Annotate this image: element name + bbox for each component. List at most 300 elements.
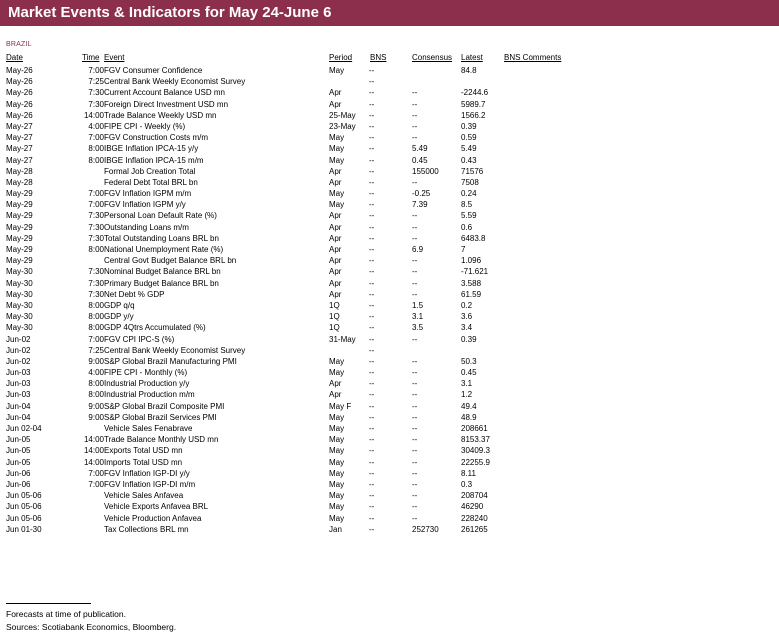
row-bns: -- [369,88,375,98]
table-row [0,356,779,367]
row-event: GDP q/q [104,300,135,310]
row-period: May [329,200,345,210]
row-latest: 5.49 [461,144,477,154]
row-event: Exports Total USD mn [104,446,183,456]
row-bns: -- [369,334,375,344]
row-period: May [329,502,345,512]
row-consensus: 3.5 [412,323,424,333]
row-time: 8:00 [88,144,104,154]
row-period: May [329,189,345,199]
header-time: Time [82,53,100,62]
row-event: S&P Global Brazil Manufacturing PMI [104,356,237,366]
row-time: 8:00 [88,300,104,310]
row-bns: -- [369,200,375,210]
table-row [0,143,779,154]
row-time: 8:00 [88,155,104,165]
row-time: 14:00 [83,110,104,120]
row-latest: 3.588 [461,278,482,288]
header-latest: Latest [461,53,483,62]
row-event: Personal Loan Default Rate (%) [104,211,217,221]
row-latest: 1.2 [461,390,473,400]
table-row [0,311,779,322]
row-period: May [329,468,345,478]
row-period: Apr [329,256,342,266]
row-bns: -- [369,524,375,534]
row-bns: -- [369,300,375,310]
table-row [0,389,779,400]
row-date: May-28 [6,177,33,187]
row-period: May [329,457,345,467]
row-date: May-27 [6,121,33,131]
row-time: 8:00 [88,323,104,333]
table-row [0,501,779,512]
table-row [0,445,779,456]
row-latest: 22255.9 [461,457,490,467]
row-latest: 0.24 [461,189,477,199]
row-date: Jun-05 [6,457,31,467]
row-event: FGV Construction Costs m/m [104,133,209,143]
row-consensus: -0.25 [412,189,431,199]
row-period: 31-May [329,334,356,344]
row-date: Jun-02 [6,334,31,344]
row-consensus: -- [412,177,418,187]
row-event: Imports Total USD mn [104,457,183,467]
row-date: Jun-02 [6,345,31,355]
row-consensus: 1.5 [412,300,424,310]
row-event: Federal Debt Total BRL bn [104,177,198,187]
table-row [0,524,779,535]
row-period: Apr [329,88,342,98]
row-time: 9:00 [88,356,104,366]
row-date: Jun-03 [6,368,31,378]
row-event: Net Debt % GDP [104,289,165,299]
row-date: May-26 [6,66,33,75]
table-row [0,166,779,177]
row-bns: -- [369,177,375,187]
row-consensus: -- [412,446,418,456]
row-event: Nominal Budget Balance BRL bn [104,267,221,277]
row-event: Trade Balance Monthly USD mn [104,435,219,445]
row-bns: -- [369,435,375,445]
row-bns: -- [369,457,375,467]
row-period: May [329,66,345,75]
table-row [0,300,779,311]
row-latest: 208661 [461,424,488,433]
row-consensus: -- [412,356,418,366]
row-bns: -- [369,267,375,277]
row-latest: 5989.7 [461,99,486,109]
row-time: 7:30 [88,99,104,109]
table-row [0,233,779,244]
table-row [0,378,779,389]
row-period: Apr [329,245,342,254]
row-bns: -- [369,166,375,176]
row-consensus: 252730 [412,524,439,534]
row-bns: -- [369,189,375,199]
row-consensus: -- [412,502,418,512]
row-time: 4:00 [88,121,104,131]
row-consensus: -- [412,222,418,232]
row-latest: 84.8 [461,66,477,75]
table-row [0,188,779,199]
row-date: Jun-05 [6,446,31,456]
table-row [0,412,779,423]
row-latest: 228240 [461,513,488,523]
table-row [0,87,779,98]
row-bns: -- [369,155,375,165]
row-period: May F [329,401,352,411]
row-event: Central Bank Weekly Economist Survey [104,345,246,355]
row-consensus: -- [412,468,418,478]
footnote-sources: Sources: Scotiabank Economics, Bloomberg. [6,622,177,632]
table-row [0,345,779,356]
row-date: Jun 05-06 [6,491,42,501]
row-date: Jun-04 [6,401,31,411]
row-consensus: -- [412,278,418,288]
header-consensus: Consensus [412,53,453,62]
row-date: Jun-04 [6,412,31,422]
row-event: S&P Global Brazil Composite PMI [104,401,225,411]
row-time: 8:00 [88,379,104,389]
row-time: 7:00 [88,66,104,75]
row-bns: -- [369,368,375,378]
row-consensus: -- [412,379,418,389]
row-consensus: 0.45 [412,155,428,165]
row-event: IBGE Inflation IPCA-15 m/m [104,155,204,165]
row-period: May [329,356,345,366]
row-event: Foreign Direct Investment USD mn [104,99,229,109]
row-bns: -- [369,401,375,411]
row-consensus: 7.39 [412,200,428,210]
row-date: May-26 [6,77,33,87]
row-time: 8:00 [88,312,104,322]
row-consensus: -- [412,435,418,445]
table-row [0,367,779,378]
row-consensus: -- [412,424,418,433]
row-event: Total Outstanding Loans BRL bn [104,233,219,243]
row-date: Jun-03 [6,390,31,400]
row-date: May-29 [6,211,33,221]
row-event: S&P Global Brazil Services PMI [104,412,217,422]
row-date: May-29 [6,245,33,254]
row-bns: -- [369,356,375,366]
table-row [0,289,779,300]
table-row [0,65,779,76]
row-latest: 8.11 [461,468,476,478]
row-date: May-30 [6,323,33,333]
row-event: IBGE Inflation IPCA-15 y/y [104,144,199,154]
row-date: Jun-06 [6,479,31,489]
row-event: GDP y/y [104,312,134,322]
row-time: 7:30 [88,278,104,288]
row-time: 7:00 [88,133,104,143]
row-date: Jun 02-04 [6,424,42,433]
row-date: May-29 [6,200,33,210]
row-date: May-29 [6,256,33,266]
row-time: 7:30 [88,88,104,98]
table-row [0,222,779,233]
row-date: May-30 [6,267,33,277]
row-latest: 7 [461,245,466,254]
row-bns: -- [369,312,375,322]
row-period: 25-May [329,110,356,120]
row-period: Apr [329,390,342,400]
footnote-divider [6,603,91,604]
row-date: May-26 [6,110,33,120]
row-event: Current Account Balance USD mn [104,88,225,98]
table-row [0,468,779,479]
row-bns: -- [369,133,375,143]
row-date: Jun 05-06 [6,502,42,512]
table-row [0,423,779,434]
row-latest: -2244.6 [461,88,489,98]
row-event: Formal Job Creation Total [104,166,196,176]
table-row [0,457,779,468]
row-period: 1Q [329,323,340,333]
header-period: Period [329,53,353,62]
row-event: FIPE CPI - Weekly (%) [104,121,186,131]
row-latest: 30409.3 [461,446,490,456]
table-row [0,177,779,188]
row-event: FIPE CPI - Monthly (%) [104,368,188,378]
row-latest: 48.9 [461,412,477,422]
row-latest: 3.1 [461,379,473,389]
row-latest: 7508 [461,177,479,187]
row-bns: -- [369,513,375,523]
row-date: Jun 01-30 [6,524,42,534]
row-date: May-29 [6,222,33,232]
row-consensus: -- [412,88,418,98]
row-period: May [329,368,345,378]
row-latest: 61.59 [461,289,482,299]
row-latest: 0.59 [461,133,477,143]
row-latest: 50.3 [461,356,477,366]
row-date: May-27 [6,144,33,154]
row-date: May-30 [6,278,33,288]
row-latest: 0.45 [461,368,477,378]
row-latest: 71576 [461,166,484,176]
row-date: Jun-03 [6,379,31,389]
events-table [0,65,779,535]
row-event: Trade Balance Weekly USD mn [104,110,217,120]
row-consensus: -- [412,513,418,523]
row-consensus: 6.9 [412,245,424,254]
row-period: May [329,491,345,501]
row-period: Apr [329,222,342,232]
row-date: May-30 [6,300,33,310]
row-bns: -- [369,502,375,512]
footnote-forecasts: Forecasts at time of publication. [6,609,127,619]
row-consensus: -- [412,412,418,422]
table-row [0,513,779,524]
row-period: 1Q [329,300,340,310]
table-row [0,334,779,345]
row-time: 7:30 [88,233,104,243]
row-consensus: -- [412,267,418,277]
row-latest: 0.2 [461,300,473,310]
row-consensus: -- [412,390,418,400]
row-period: Apr [329,166,342,176]
row-consensus: -- [412,479,418,489]
row-latest: 5.59 [461,211,477,221]
row-bns: -- [369,289,375,299]
row-latest: 1.096 [461,256,482,266]
row-period: May [329,412,345,422]
row-consensus: -- [412,256,418,266]
table-row [0,490,779,501]
row-consensus: -- [412,133,418,143]
row-latest: 49.4 [461,401,477,411]
row-consensus: -- [412,368,418,378]
row-time: 8:00 [88,245,104,254]
row-date: May-28 [6,166,33,176]
row-latest: 46290 [461,502,484,512]
row-event: National Unemployment Rate (%) [104,245,224,254]
row-event: FGV Consumer Confidence [104,66,203,75]
row-period: May [329,133,345,143]
row-event: Vehicle Sales Anfavea [104,491,184,501]
header-event: Event [104,53,125,62]
table-row [0,110,779,121]
row-time: 7:30 [88,289,104,299]
row-period: Jan [329,524,342,534]
row-event: FGV Inflation IGP-DI y/y [104,468,190,478]
row-date: May-29 [6,233,33,243]
row-period: Apr [329,289,342,299]
row-consensus: -- [412,233,418,243]
row-latest: 3.6 [461,312,473,322]
row-consensus: -- [412,457,418,467]
row-event: Primary Budget Balance BRL bn [104,278,219,288]
row-period: 23-May [329,121,356,131]
table-row [0,434,779,445]
row-consensus: 3.1 [412,312,424,322]
row-period: May [329,479,345,489]
row-latest: 261265 [461,524,488,534]
row-date: May-26 [6,99,33,109]
header-bns: BNS [370,53,387,62]
table-row [0,76,779,87]
row-bns: -- [369,233,375,243]
row-event: Outstanding Loans m/m [104,222,189,232]
row-period: Apr [329,278,342,288]
table-row [0,255,779,266]
row-bns: -- [369,144,375,154]
row-date: Jun-06 [6,468,31,478]
row-latest: 6483.8 [461,233,486,243]
row-time: 7:30 [88,267,104,277]
row-consensus: -- [412,334,418,344]
row-event: Central Govt Budget Balance BRL bn [104,256,237,266]
row-consensus: -- [412,121,418,131]
row-latest: -71.621 [461,267,489,277]
row-latest: 0.6 [461,222,473,232]
row-bns: -- [369,256,375,266]
row-consensus: 155000 [412,166,439,176]
row-latest: 8153.37 [461,435,490,445]
header-bns-comments: BNS Comments [504,53,562,62]
row-consensus: -- [412,211,418,221]
row-event: Central Bank Weekly Economist Survey [104,77,246,87]
row-event: Vehicle Production Anfavea [104,513,202,523]
row-event: FGV Inflation IGPM y/y [104,200,186,210]
table-row [0,199,779,210]
row-period: Apr [329,267,342,277]
row-period: May [329,144,345,154]
row-bns: -- [369,211,375,221]
row-event: Vehicle Exports Anfavea BRL [104,502,209,512]
row-consensus: -- [412,289,418,299]
row-latest: 8.5 [461,200,473,210]
row-consensus: -- [412,110,418,120]
row-latest: 0.39 [461,334,477,344]
row-period: May [329,446,345,456]
row-date: May-27 [6,133,33,143]
row-bns: -- [369,479,375,489]
row-time: 7:30 [88,222,104,232]
row-time: 7:00 [88,200,104,210]
row-period: May [329,513,345,523]
row-latest: 0.39 [461,121,477,131]
row-date: May-30 [6,312,33,322]
row-time: 7:25 [88,345,104,355]
row-consensus: -- [412,99,418,109]
row-bns: -- [369,245,375,254]
row-time: 7:30 [88,211,104,221]
row-bns: -- [369,446,375,456]
row-period: May [329,424,345,433]
row-time: 7:00 [88,189,104,199]
table-row [0,266,779,277]
header-date: Date [6,53,23,62]
row-event: Industrial Production y/y [104,379,190,389]
row-time: 14:00 [83,435,104,445]
row-time: 8:00 [88,390,104,400]
row-latest: 1566.2 [461,110,486,120]
row-time: 14:00 [83,446,104,456]
row-bns: -- [369,468,375,478]
row-period: May [329,435,345,445]
row-bns: -- [369,491,375,501]
row-period: Apr [329,99,342,109]
row-event: Vehicle Sales Fenabrave [104,424,193,433]
row-bns: -- [369,222,375,232]
row-time: 7:00 [88,468,104,478]
table-row [0,401,779,412]
row-time: 7:00 [88,334,104,344]
table-row [0,322,779,333]
row-latest: 3.4 [461,323,473,333]
table-row [0,99,779,110]
row-date: May-29 [6,189,33,199]
row-date: Jun 05-06 [6,513,42,523]
row-time: 7:25 [88,77,104,87]
row-time: 9:00 [88,412,104,422]
table-row [0,244,779,255]
row-bns: -- [369,99,375,109]
row-bns: -- [369,424,375,433]
table-row [0,132,779,143]
row-consensus: -- [412,491,418,501]
row-bns: -- [369,278,375,288]
table-row [0,155,779,166]
row-bns: -- [369,345,375,355]
row-latest: 208704 [461,491,488,501]
row-event: FGV Inflation IGPM m/m [104,189,192,199]
row-period: Apr [329,177,342,187]
row-bns: -- [369,110,375,120]
row-period: Apr [329,379,342,389]
